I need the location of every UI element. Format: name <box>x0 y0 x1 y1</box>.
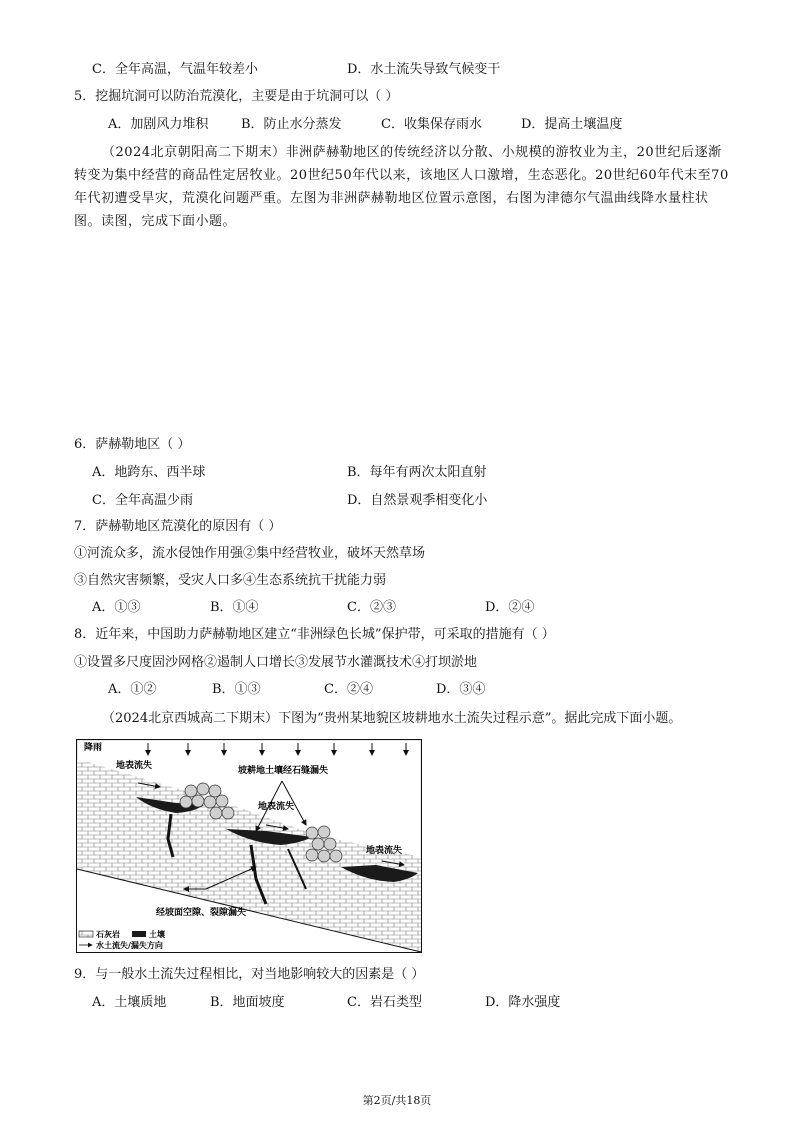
legend-soil-label: 土壤 <box>149 930 165 939</box>
q7-statements-2: ③自然灾害频繁，受灾人口多④生态系统抗干扰能力弱 <box>74 573 387 588</box>
q8-stem: 8．近年来，中国助力萨赫勒地区建立“非洲绿色长城”保护带，可采取的措施有（ ） <box>74 627 555 642</box>
q5-option-d: D．提高土壤温度 <box>521 117 623 132</box>
q5-option-b: B．防止水分蒸发 <box>241 117 342 132</box>
q6-option-d: D．自然景观季相变化小 <box>347 493 488 508</box>
label-surface-runoff-2: 地表流失 <box>258 802 295 812</box>
q4-option-d: D．水土流失导致气候变干 <box>347 62 501 77</box>
q9-option-a: A．土壤质地 <box>92 995 167 1010</box>
page-footer: 第2页/共18页 <box>362 1094 432 1107</box>
q8-option-d: D．③④ <box>436 682 486 697</box>
legend-limestone-label: 石灰岩 <box>96 930 120 939</box>
q7-option-a: A．①③ <box>92 600 141 615</box>
q7-stem: 7．萨赫勒地区荒漠化的原因有（ ） <box>74 519 282 534</box>
legend-limestone-swatch <box>79 931 93 937</box>
q5-option-c: C．收集保存雨水 <box>381 117 482 132</box>
label-rain: 降雨 <box>84 743 103 753</box>
legend-soil-swatch <box>132 931 146 937</box>
q5-option-a: A．加剧风力堆积 <box>108 117 209 132</box>
q9-option-d: D．降水强度 <box>485 995 561 1010</box>
soil-erosion-diagram <box>76 739 422 953</box>
q6-option-c: C．全年高温少雨 <box>92 493 193 508</box>
intro-paragraph-guizhou: （2024北京西城高二下期末）下图为“贵州某地貌区坡耕地水土流失过程示意”。据此完成下面小题。 <box>102 711 682 726</box>
q9-option-c: C．岩石类型 <box>347 995 422 1010</box>
q9-stem: 9．与一般水土流失过程相比，对当地影响较大的因素是（ ） <box>74 967 425 982</box>
q7-statements-1: ①河流众多，流水侵蚀作用强②集中经营牧业，破坏天然草场 <box>74 546 426 561</box>
q6-option-a: A．地跨东、西半球 <box>92 465 206 480</box>
intro-text-sahel: （2024北京朝阳高二下期末）非洲萨赫勒地区的传统经济以分散、小规模的游牧业为主，20世纪后逐渐转变为集中经营的商品性定居牧业。20世纪50年代以来，该地区人口激增，生态恶化。20世纪60年代末至70年代初遭受旱灾，荒漠化问题严重。左图为非洲萨赫勒地区位置示意图，右图为津德尔气温曲线降水量柱状图。读图，完成下面小题。 <box>74 145 729 229</box>
q7-option-d: D．②④ <box>485 600 535 615</box>
label-surface-runoff-1: 地表流失 <box>116 761 153 771</box>
legend-flow-label: 水土流失/漏失方向 <box>96 941 163 950</box>
q6-option-b: B．每年有两次太阳直射 <box>347 465 487 480</box>
intro-paragraph-sahel <box>74 141 734 233</box>
label-surface-runoff-3: 地表流失 <box>366 846 403 856</box>
q7-option-c: C．②③ <box>347 600 396 615</box>
q8-option-b: B．①③ <box>212 682 261 697</box>
q6-stem: 6．萨赫勒地区（ ） <box>74 437 191 452</box>
q8-option-a: A．①② <box>108 682 157 697</box>
q7-option-b: B．①④ <box>210 600 259 615</box>
q5-stem: 5．挖掘坑洞可以防治荒漠化，主要是由于坑洞可以（ ） <box>74 89 399 104</box>
q8-option-c: C．②④ <box>324 682 373 697</box>
q8-statements: ①设置多尺度固沙网格②遏制人口增长③发展节水灌溉技术④打坝淤地 <box>74 655 478 670</box>
label-slope-leak: 经坡面空隙、裂隙漏失 <box>156 908 247 918</box>
q9-option-b: B．地面坡度 <box>210 995 285 1010</box>
q4-option-c: C．全年高温，气温年较差小 <box>92 62 258 77</box>
label-soil-leak: 坡耕地土壤经石缝漏失 <box>238 766 329 776</box>
